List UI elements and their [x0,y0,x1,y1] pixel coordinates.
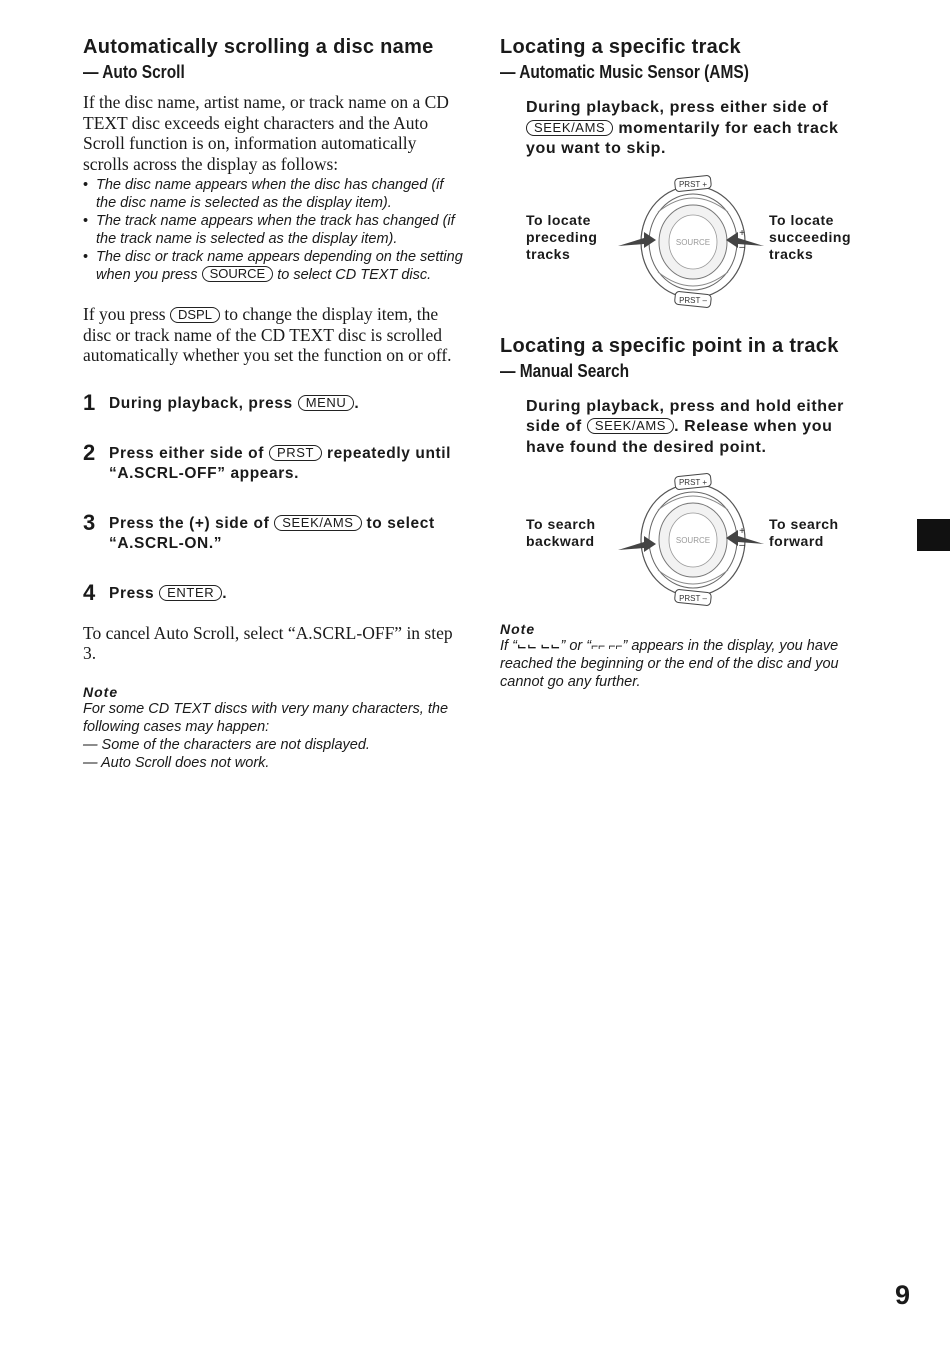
page-number: 9 [895,1280,911,1310]
step-number: 4 [83,579,96,605]
step-2 [83,439,463,484]
note-fragment: ” appears in the display, you have reached the beginning or the end of the disc and you cannot go any further. [500,638,839,690]
dial-minus-label: – [739,241,745,253]
instruction-text: During playback, press either side of [526,99,829,116]
dial-center-label: SOURCE [675,536,711,545]
menu-key: MENU [298,395,355,411]
bullet-item: • The disc name appears when the disc has changed (if the disc name is selected as the display item). [83,176,463,212]
step-text: . [222,584,228,602]
dial-top-label: PRST + [678,478,708,487]
step-text: to select “A.SCRL-ON.” [109,514,435,552]
dial-bottom-label: PRST – [679,594,707,603]
dial-plus-label: + [739,227,745,239]
dial-bottom-label: PRST – [679,295,707,305]
manual-search-instruction [526,397,870,459]
step-number: 2 [83,439,96,465]
section-subtitle-ams: — Automatic Music Sensor (AMS) [500,62,749,82]
step-1 [83,389,463,415]
dial-center-label: SOURCE [675,237,711,247]
section-tab-marker [917,519,950,551]
display-end-glyph: ⌐⌐ ⌐⌐ [591,639,623,653]
seek-ams-key: SEEK/AMS [587,418,674,434]
left-note [83,684,463,772]
section-subtitle-manual-search: — Manual Search [500,360,630,381]
label-search-backward: To search backward [526,516,596,549]
instruction-text: momentarily for each track you want to skip. [526,119,839,157]
note-line: — Auto Scroll does not work. [83,754,270,771]
paragraph-text: If you press [83,304,166,324]
note-line: For some CD TEXT discs with very many characters, the following cases may happen: [83,700,449,735]
step-number: 1 [83,389,96,415]
step-text: During playback, press [109,394,293,412]
step-4 [83,579,463,605]
ams-instruction [526,98,870,160]
right-column [500,34,870,691]
note-label: Note [500,621,536,637]
step-text: Press [109,584,155,602]
prst-key: PRST [269,445,322,461]
section-title-auto-scroll: Automatically scrolling a disc name [83,36,434,58]
note-line: — Some of the characters are not displayed. [83,736,370,753]
left-column [83,34,463,772]
step-text: Press either side of [109,444,265,462]
enter-key: ENTER [159,585,222,601]
bullet-item: • The track name appears when the track has changed (if the track name is selected as the display item). [83,212,463,248]
section-title-locate-track: Locating a specific track [500,36,741,58]
note-label: Note [83,683,119,700]
dial-plus-label: + [739,526,745,537]
seek-ams-key: SEEK/AMS [526,120,613,136]
section-title-locate-point: Locating a specific point in a track [500,334,839,357]
bullet-list [83,176,463,284]
label-preceding-tracks: To locate preceding tracks [526,211,598,262]
instruction-text: . Release when you have found the desired point. [526,418,833,456]
dial-top-label: PRST + [678,179,708,189]
ams-dial-diagram [526,174,870,309]
control-dial-illustration [618,472,768,607]
dspl-paragraph [83,304,463,366]
section-subtitle-auto-scroll: — Auto Scroll [83,62,185,82]
note-fragment: If “ [500,638,517,654]
step-3 [83,509,463,554]
step-text: repeatedly until “A.SCRL-OFF” appears. [109,444,452,482]
cancel-paragraph: To cancel Auto Scroll, select “A.SCRL-OFF” in step 3. [83,622,453,663]
display-begin-glyph: ⌙⌙ ⌙⌙ [516,639,561,653]
note-fragment: ” or “ [560,638,592,654]
dspl-key: DSPL [170,307,220,323]
steps-list [83,389,463,605]
source-key: SOURCE [202,266,274,282]
step-text: Press the (+) side of [109,514,270,532]
step-number: 3 [83,509,96,535]
label-succeeding-tracks: To locate succeeding tracks [769,211,852,262]
label-search-forward: To search forward [769,516,839,549]
paragraph-text: to change the display item, the disc or track name of the CD TEXT disc is scrolled automatically whether you set the function on or off. [83,304,452,365]
manual-search-dial-diagram [526,472,870,607]
dial-minus-label: – [739,540,745,551]
note-text [500,637,870,691]
bullet-item [83,248,463,284]
seek-ams-key: SEEK/AMS [274,515,361,531]
instruction-text: During playback, press and hold either side of [526,397,844,435]
bullet-text: to select CD TEXT disc. [277,267,432,283]
right-note [500,621,870,691]
control-dial-illustration [618,174,768,309]
intro-paragraph: If the disc name, artist name, or track name on a CD TEXT disc exceeds eight characters and the Auto Scroll function is on, information automatically scrolls across the display as follows: [83,92,449,174]
step-text: . [354,394,360,412]
bullet-text: The disc or track name appears depending on the setting when you press [96,249,463,283]
